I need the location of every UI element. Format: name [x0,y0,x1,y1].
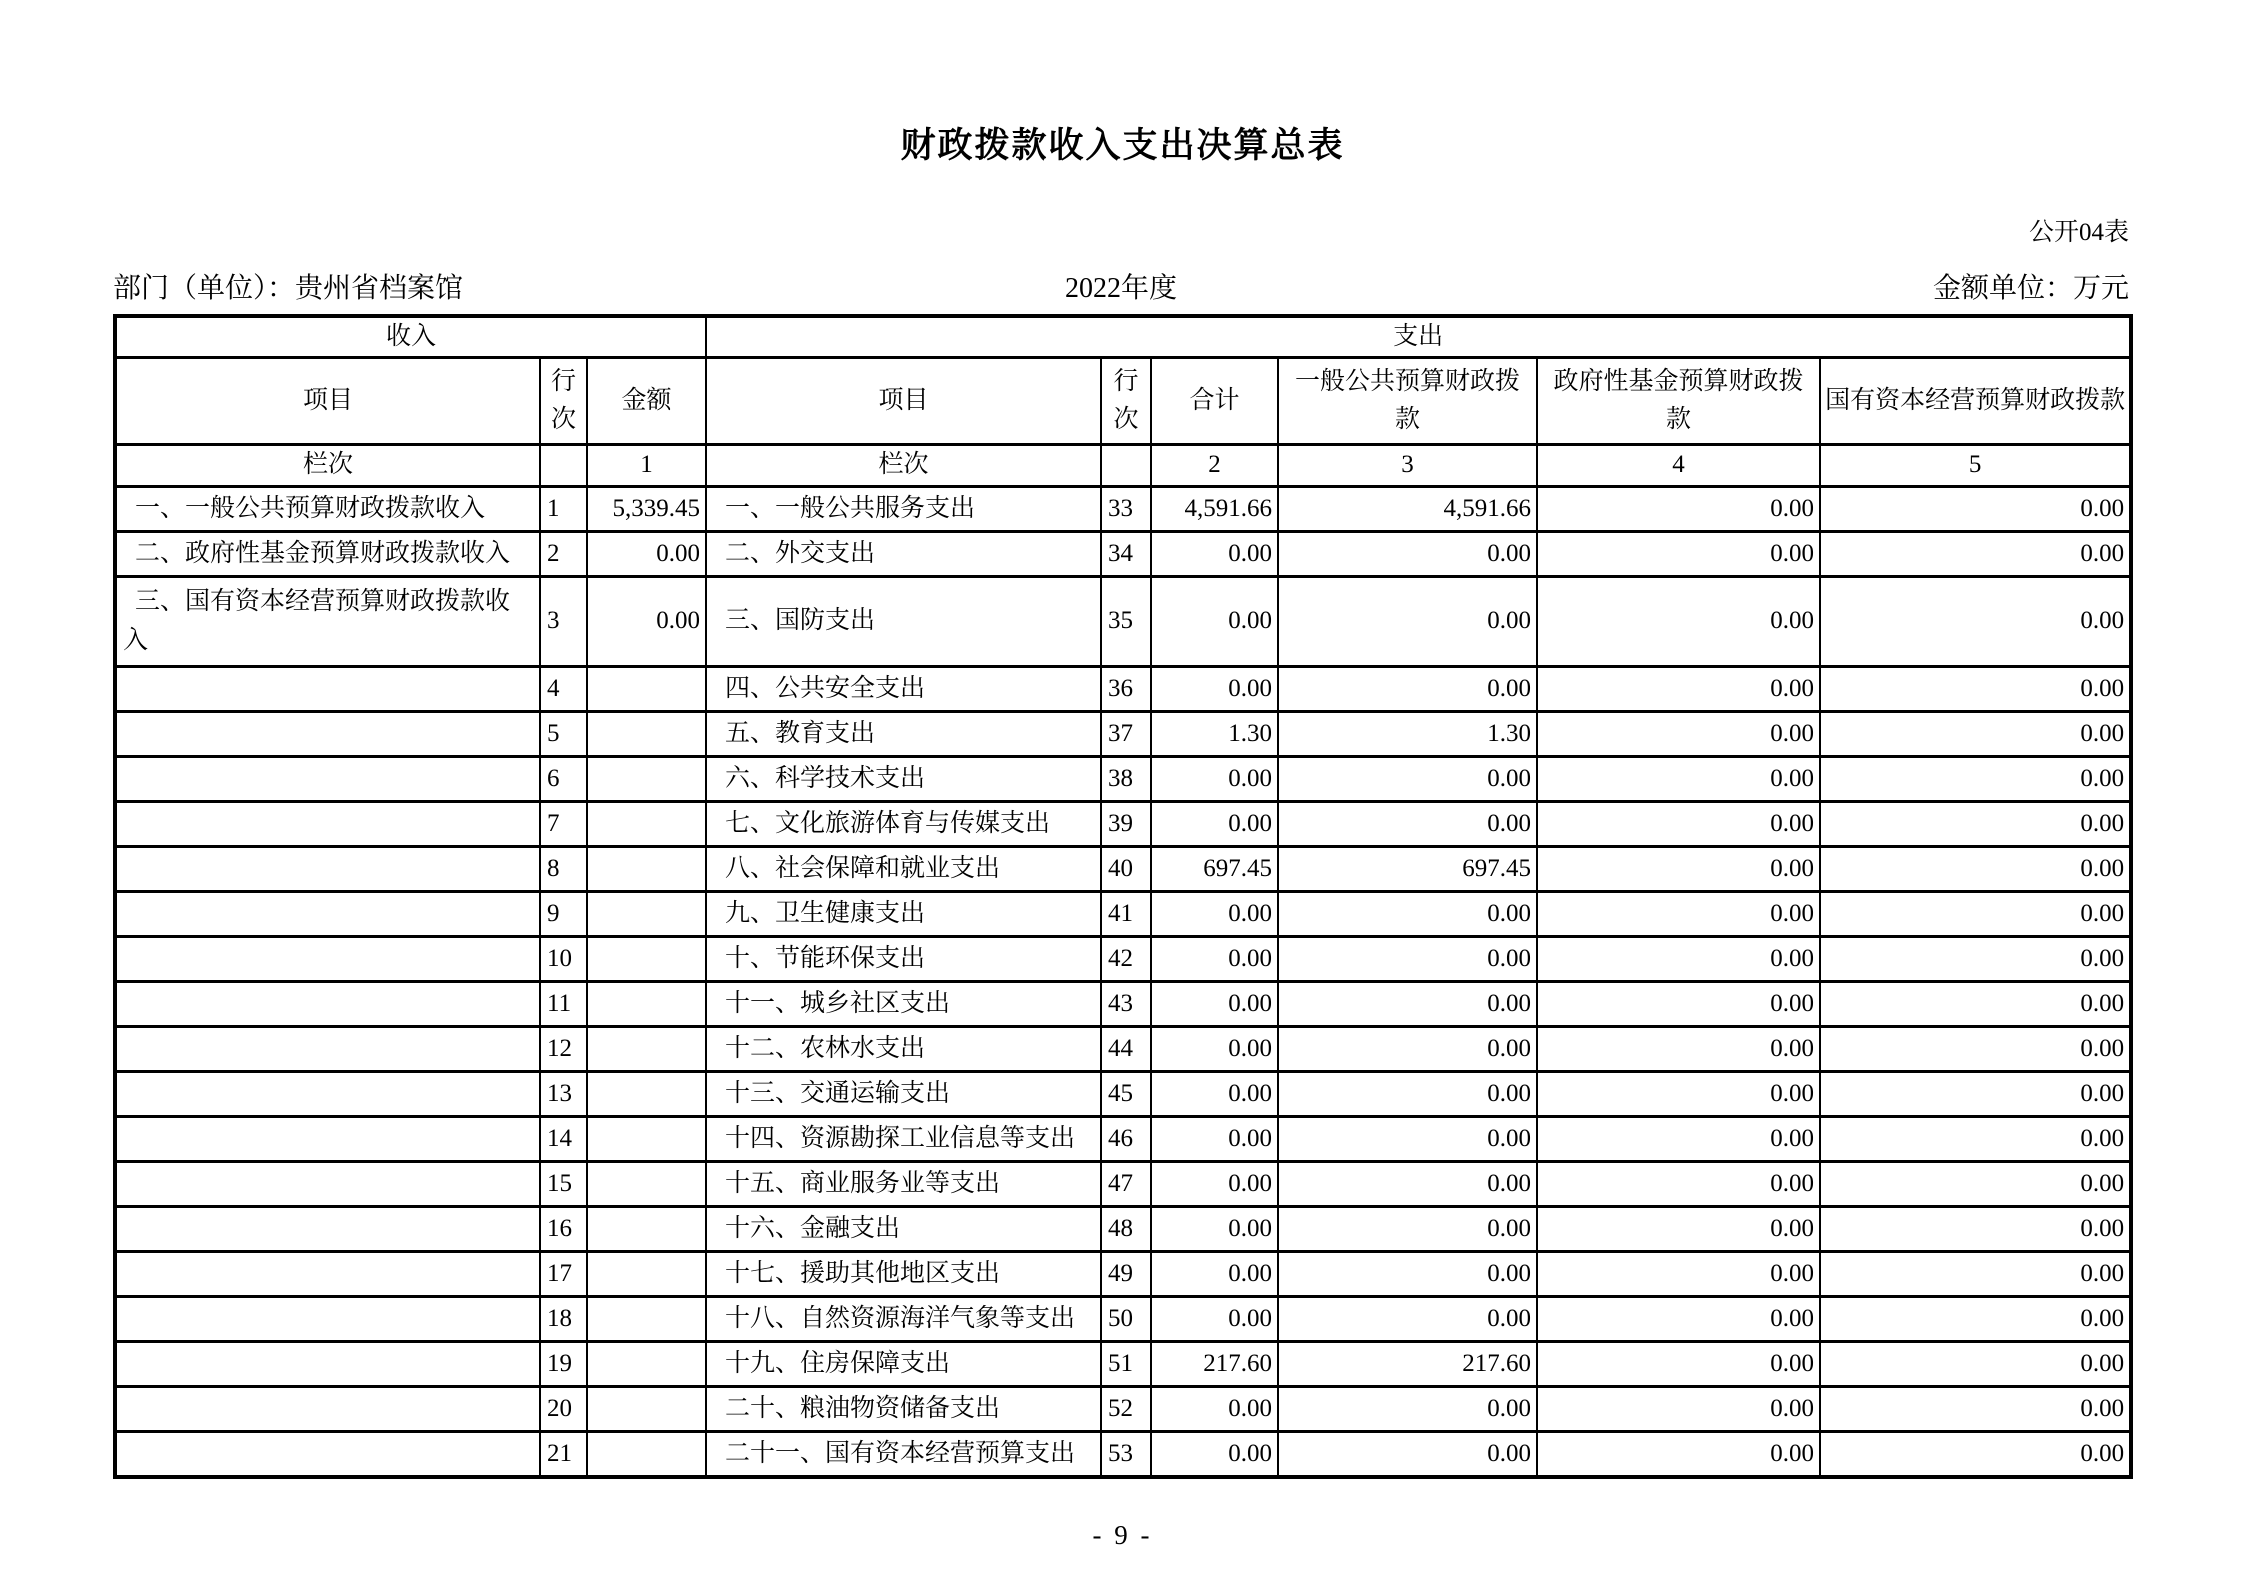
income-item-cell [115,892,540,937]
expense-item-header: 项目 [706,358,1101,445]
income-item-cell: 一、一般公共预算财政拨款收入 [115,487,540,532]
gov-fund-cell: 0.00 [1537,1162,1820,1207]
column-number-1: 1 [587,445,706,487]
gov-fund-cell: 0.00 [1537,577,1820,667]
general-budget-cell: 0.00 [1278,757,1537,802]
income-line-cell: 4 [540,667,587,712]
table-row [115,532,2131,577]
income-item-cell: 二、政府性基金预算财政拨款收入 [115,532,540,577]
table-row [115,1072,2131,1117]
column-number-5: 5 [1820,445,2131,487]
expense-total-cell: 0.00 [1151,1297,1278,1342]
expense-total-cell: 0.00 [1151,757,1278,802]
income-amount-cell [587,982,706,1027]
table-row [115,1252,2131,1297]
expense-total-cell: 697.45 [1151,847,1278,892]
gov-fund-cell: 0.00 [1537,1432,1820,1477]
expense-line-cell: 37 [1101,712,1151,757]
state-capital-cell: 0.00 [1820,937,2131,982]
table-body [115,487,2131,1477]
expense-line-cell: 42 [1101,937,1151,982]
expense-item-cell: 三、国防支出 [706,577,1101,667]
budget-summary-table [113,314,2133,1479]
income-amount-cell [587,1342,706,1387]
state-capital-cell: 0.00 [1820,712,2131,757]
income-amount-cell [587,847,706,892]
gov-fund-cell: 0.00 [1537,1072,1820,1117]
state-capital-cell: 0.00 [1820,1027,2131,1072]
gov-fund-cell: 0.00 [1537,1117,1820,1162]
income-line-cell: 9 [540,892,587,937]
page-title: 财政拨款收入支出决算总表 [900,126,1345,165]
state-capital-cell: 0.00 [1820,802,2131,847]
expense-line-cell: 52 [1101,1387,1151,1432]
income-line-cell: 7 [540,802,587,847]
table-row [115,712,2131,757]
income-item-cell [115,1432,540,1477]
income-line-cell: 8 [540,847,587,892]
income-line-cell: 2 [540,532,587,577]
general-budget-cell: 0.00 [1278,802,1537,847]
income-line-cell: 17 [540,1252,587,1297]
expense-total-cell: 0.00 [1151,1252,1278,1297]
income-amount-cell [587,1027,706,1072]
expense-item-cell: 十、节能环保支出 [706,937,1101,982]
income-line-cell: 5 [540,712,587,757]
expense-item-cell: 五、教育支出 [706,712,1101,757]
state-capital-cell: 0.00 [1820,487,2131,532]
general-budget-cell: 0.00 [1278,1252,1537,1297]
general-budget-cell: 0.00 [1278,1162,1537,1207]
gov-fund-cell: 0.00 [1537,1297,1820,1342]
state-capital-cell: 0.00 [1820,1252,2131,1297]
expense-total-cell: 0.00 [1151,1162,1278,1207]
state-capital-cell: 0.00 [1820,1117,2131,1162]
general-budget-cell: 0.00 [1278,667,1537,712]
gov-fund-cell: 0.00 [1537,667,1820,712]
expense-total-header: 合计 [1151,358,1278,445]
income-amount-cell [587,1207,706,1252]
state-capital-cell: 0.00 [1820,667,2131,712]
expense-line-cell: 33 [1101,487,1151,532]
income-item-cell: 三、国有资本经营预算财政拨款收入 [115,577,540,667]
gov-fund-cell: 0.00 [1537,1252,1820,1297]
gov-fund-cell: 0.00 [1537,487,1820,532]
expense-line-cell: 53 [1101,1432,1151,1477]
income-item-cell [115,667,540,712]
expense-line-cell: 47 [1101,1162,1151,1207]
table-row [115,1027,2131,1072]
expense-total-cell: 0.00 [1151,1207,1278,1252]
gov-fund-cell: 0.00 [1537,712,1820,757]
page-content [113,218,2129,1479]
general-budget-cell: 0.00 [1278,1387,1537,1432]
general-budget-cell: 0.00 [1278,982,1537,1027]
expense-total-cell: 0.00 [1151,667,1278,712]
expense-item-cell: 四、公共安全支出 [706,667,1101,712]
general-budget-cell: 697.45 [1278,847,1537,892]
state-capital-cell: 0.00 [1820,847,2131,892]
income-item-cell [115,1072,540,1117]
income-line-blank [540,445,587,487]
general-budget-cell: 0.00 [1278,532,1537,577]
income-line-cell: 12 [540,1027,587,1072]
expense-item-cell: 十三、交通运输支出 [706,1072,1101,1117]
state-capital-cell: 0.00 [1820,1432,2131,1477]
expense-line-cell: 43 [1101,982,1151,1027]
income-amount-cell [587,1387,706,1432]
income-item-cell [115,1207,540,1252]
table-code: 公开04表 [2028,219,2129,246]
expense-item-cell: 十四、资源勘探工业信息等支出 [706,1117,1101,1162]
general-budget-cell: 0.00 [1278,1117,1537,1162]
gov-fund-cell: 0.00 [1537,757,1820,802]
gov-fund-cell: 0.00 [1537,847,1820,892]
expense-line-header: 行次 [1101,358,1151,445]
expense-item-cell: 六、科学技术支出 [706,757,1101,802]
expense-total-cell: 0.00 [1151,1072,1278,1117]
expense-total-cell: 0.00 [1151,802,1278,847]
income-amount-cell [587,1252,706,1297]
income-amount-cell [587,937,706,982]
expense-item-cell: 十七、援助其他地区支出 [706,1252,1101,1297]
income-amount-cell [587,712,706,757]
state-capital-cell: 0.00 [1820,532,2131,577]
expense-line-cell: 48 [1101,1207,1151,1252]
expense-item-cell: 十五、商业服务业等支出 [706,1162,1101,1207]
income-line-cell: 21 [540,1432,587,1477]
income-line-header: 行次 [540,358,587,445]
page-number: - 9 - [1092,1520,1153,1550]
expense-item-cell: 二十、粮油物资储备支出 [706,1387,1101,1432]
income-item-cell [115,1117,540,1162]
expense-line-cell: 41 [1101,892,1151,937]
gov-fund-cell: 0.00 [1537,937,1820,982]
amount-unit-label: 金额单位：万元 [1933,273,2130,304]
income-amount-cell [587,892,706,937]
expense-line-cell: 36 [1101,667,1151,712]
table-row [115,577,2131,667]
column-number-4: 4 [1537,445,1820,487]
expense-item-cell: 十六、金融支出 [706,1207,1101,1252]
expense-total-cell: 0.00 [1151,1027,1278,1072]
state-capital-cell: 0.00 [1820,1342,2131,1387]
expense-item-cell: 八、社会保障和就业支出 [706,847,1101,892]
expense-total-cell: 0.00 [1151,1117,1278,1162]
general-budget-cell: 217.60 [1278,1342,1537,1387]
general-budget-cell: 0.00 [1278,1027,1537,1072]
expense-line-cell: 45 [1101,1072,1151,1117]
expense-line-cell: 35 [1101,577,1151,667]
income-line-cell: 16 [540,1207,587,1252]
table-row [115,757,2131,802]
income-amount-cell [587,802,706,847]
income-item-cell [115,1387,540,1432]
expense-item-cell: 十九、住房保障支出 [706,1342,1101,1387]
table-row [115,847,2131,892]
gov-fund-cell: 0.00 [1537,1342,1820,1387]
state-capital-cell: 0.00 [1820,577,2131,667]
gov-fund-cell: 0.00 [1537,982,1820,1027]
expense-item-cell: 九、卫生健康支出 [706,892,1101,937]
gov-fund-cell: 0.00 [1537,1027,1820,1072]
department-label: 部门（单位）：贵州省档案馆 [113,273,464,304]
table-row [115,1162,2131,1207]
expense-item-cell: 二、外交支出 [706,532,1101,577]
income-line-cell: 10 [540,937,587,982]
expense-total-cell: 217.60 [1151,1342,1278,1387]
income-item-cell [115,1342,540,1387]
table-row [115,1387,2131,1432]
state-capital-cell: 0.00 [1820,1072,2131,1117]
table-row [115,667,2131,712]
table-row [115,982,2131,1027]
expense-line-cell: 44 [1101,1027,1151,1072]
income-line-cell: 18 [540,1297,587,1342]
table-header [115,316,2131,487]
section-header-row [115,316,2131,358]
general-budget-cell: 0.00 [1278,1432,1537,1477]
column-number-3: 3 [1278,445,1537,487]
income-section-header: 收入 [115,316,706,358]
expense-line-cell: 49 [1101,1252,1151,1297]
general-budget-cell: 0.00 [1278,577,1537,667]
state-capital-cell: 0.00 [1820,1162,2131,1207]
table-row [115,1207,2131,1252]
income-lanci-label: 栏次 [115,445,540,487]
income-item-cell [115,1027,540,1072]
state-capital-cell: 0.00 [1820,892,2131,937]
gov-fund-cell: 0.00 [1537,1207,1820,1252]
expense-section-header: 支出 [706,316,2131,358]
gov-fund-cell: 0.00 [1537,802,1820,847]
expense-total-cell: 1.30 [1151,712,1278,757]
fiscal-year-label: 2022年度 [1065,273,1178,304]
gov-fund-header: 政府性基金预算财政拨款 [1537,358,1820,445]
general-budget-cell: 1.30 [1278,712,1537,757]
expense-item-cell: 十二、农林水支出 [706,1027,1101,1072]
income-item-cell [115,982,540,1027]
income-line-cell: 13 [540,1072,587,1117]
expense-line-cell: 51 [1101,1342,1151,1387]
table-row [115,937,2131,982]
table-row [115,1342,2131,1387]
general-budget-cell: 0.00 [1278,892,1537,937]
income-line-cell: 3 [540,577,587,667]
expense-item-cell: 一、一般公共服务支出 [706,487,1101,532]
general-budget-cell: 0.00 [1278,1207,1537,1252]
income-line-cell: 14 [540,1117,587,1162]
expense-line-cell: 40 [1101,847,1151,892]
expense-item-cell: 二十一、国有资本经营预算支出 [706,1432,1101,1477]
income-item-cell [115,937,540,982]
table-row [115,1117,2131,1162]
expense-item-cell: 七、文化旅游体育与传媒支出 [706,802,1101,847]
state-capital-header: 国有资本经营预算财政拨款 [1820,358,2131,445]
expense-total-cell: 0.00 [1151,892,1278,937]
income-amount-cell [587,1162,706,1207]
income-item-cell [115,1252,540,1297]
general-budget-cell: 0.00 [1278,1072,1537,1117]
general-budget-header: 一般公共预算财政拨款 [1278,358,1537,445]
expense-line-cell: 38 [1101,757,1151,802]
general-budget-cell: 4,591.66 [1278,487,1537,532]
income-amount-cell: 0.00 [587,532,706,577]
table-row [115,1432,2131,1477]
expense-line-cell: 39 [1101,802,1151,847]
income-amount-cell [587,1117,706,1162]
income-line-cell: 20 [540,1387,587,1432]
expense-total-cell: 0.00 [1151,577,1278,667]
income-line-cell: 1 [540,487,587,532]
expense-item-cell: 十八、自然资源海洋气象等支出 [706,1297,1101,1342]
column-number-row [115,445,2131,487]
income-line-cell: 11 [540,982,587,1027]
expense-total-cell: 0.00 [1151,982,1278,1027]
expense-line-cell: 34 [1101,532,1151,577]
income-amount-cell [587,1297,706,1342]
income-item-header: 项目 [115,358,540,445]
state-capital-cell: 0.00 [1820,1387,2131,1432]
income-amount-cell [587,1432,706,1477]
income-amount-cell: 0.00 [587,577,706,667]
expense-total-cell: 0.00 [1151,1387,1278,1432]
expense-total-cell: 4,591.66 [1151,487,1278,532]
expense-total-cell: 0.00 [1151,937,1278,982]
general-budget-cell: 0.00 [1278,1297,1537,1342]
expense-total-cell: 0.00 [1151,1432,1278,1477]
income-amount-cell [587,667,706,712]
state-capital-cell: 0.00 [1820,982,2131,1027]
income-amount-cell [587,757,706,802]
income-item-cell [115,1297,540,1342]
expense-lanci-label: 栏次 [706,445,1101,487]
income-line-cell: 6 [540,757,587,802]
income-amount-header: 金额 [587,358,706,445]
income-amount-cell [587,1072,706,1117]
income-amount-cell: 5,339.45 [587,487,706,532]
expense-total-cell: 0.00 [1151,532,1278,577]
state-capital-cell: 0.00 [1820,1207,2131,1252]
income-line-cell: 19 [540,1342,587,1387]
income-line-cell: 15 [540,1162,587,1207]
income-item-cell [115,802,540,847]
table-row [115,1297,2131,1342]
expense-line-cell: 50 [1101,1297,1151,1342]
gov-fund-cell: 0.00 [1537,532,1820,577]
general-budget-cell: 0.00 [1278,937,1537,982]
expense-line-cell: 46 [1101,1117,1151,1162]
meta-line [113,272,2129,306]
table-row [115,892,2131,937]
state-capital-cell: 0.00 [1820,757,2131,802]
column-header-row [115,358,2131,445]
expense-line-blank [1101,445,1151,487]
income-item-cell [115,847,540,892]
expense-item-cell: 十一、城乡社区支出 [706,982,1101,1027]
income-item-cell [115,712,540,757]
income-item-cell [115,757,540,802]
table-row [115,802,2131,847]
column-number-2: 2 [1151,445,1278,487]
income-item-cell [115,1162,540,1207]
gov-fund-cell: 0.00 [1537,1387,1820,1432]
state-capital-cell: 0.00 [1820,1297,2131,1342]
gov-fund-cell: 0.00 [1537,892,1820,937]
table-row [115,487,2131,532]
